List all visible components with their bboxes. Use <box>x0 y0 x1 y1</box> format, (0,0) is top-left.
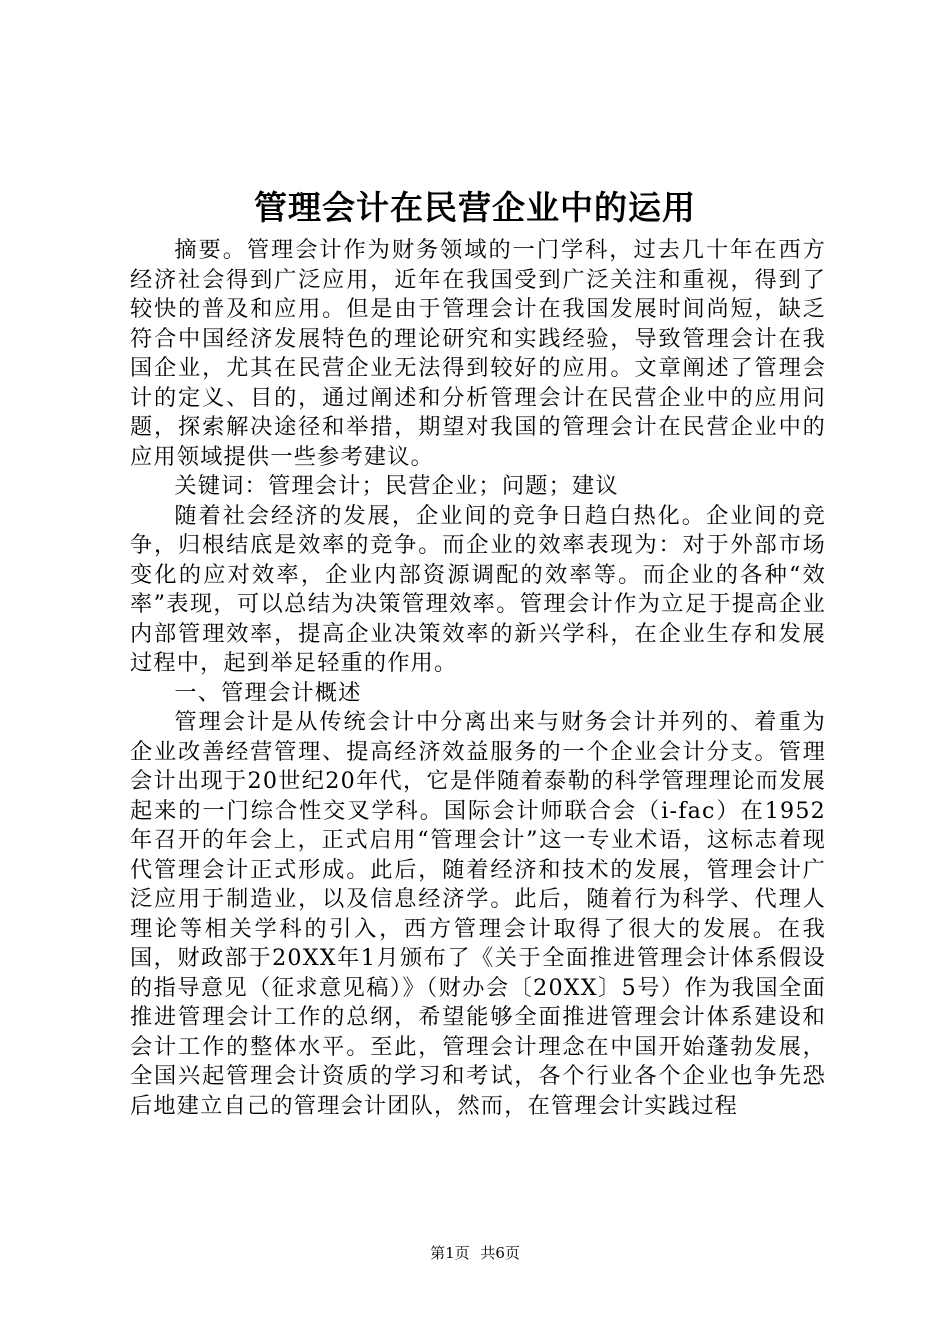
paragraph-overview: 管理会计是从传统会计中分离出来与财务会计并列的、着重为企业改善经营管理、提高经济效益服务的一个企业会计分支。管理会计出现于20世纪20年代，它是伴随着泰勒的科学管理理论而发展起来的一门综合性交叉学科。国际会计师联合会（i-fac）在1952年召开的年会上，正式启用“管理会计”这一专业术语，这标志着现代管理会计正式形成。此后，随着经济和技术的发展，管理会计广泛应用于制造业，以及信息经济学。此后，随着行为科学、代理人理论等相关学科的引入，西方管理会计取得了很大的发展。在我国，财政部于20XX年1月颁布了《关于全面推进管理会计体系假设的指导意见（征求意见稿）》（财办会〔20XX〕5号）作为我国全面推进管理会计工作的总纲，希望能够全面推进管理会计体系建设和会计工作的整体水平。至此，管理会计理念在中国开始蓬勃发展，全国兴起管理会计资质的学习和考试，各个行业各个企业也争先恐后地建立自己的管理会计团队，然而，在管理会计实践过程 <box>130 709 826 1119</box>
page-number: 第1页 <box>430 1244 470 1262</box>
page-footer <box>0 1243 950 1263</box>
paragraph-intro: 随着社会经济的发展，企业间的竞争日趋白热化。企业间的竞争，归根结底是效率的竞争。而企业的效率表现为：对于外部市场变化的应对效率，企业内部资源调配的效率等。而企业的各种“效率”表现，可以总结为决策管理效率。管理会计作为立足于提高企业内部管理效率，提高企业决策效率的新兴学科，在企业生存和发展过程中，起到举足轻重的作用。 <box>130 502 826 676</box>
section-heading-1: 一、管理会计概述 <box>174 679 362 706</box>
document-title: 管理会计在民营企业中的运用 <box>254 188 696 227</box>
paragraph-keywords: 关键词：管理会计；民营企业；问题；建议 <box>174 473 619 499</box>
page-total: 共6页 <box>480 1244 520 1262</box>
document-body <box>130 236 826 1121</box>
paragraph-abstract: 摘要。管理会计作为财务领域的一门学科，过去几十年在西方经济社会得到广泛应用，近年在我国受到广泛关注和重视，得到了较快的普及和应用。但是由于管理会计在我国发展时间尚短，缺乏符合中国经济发展特色的理论研究和实践经验，导致管理会计在我国企业，尤其在民营企业无法得到较好的应用。文章阐述了管理会计的定义、目的，通过阐述和分析管理会计在民营企业中的应用问题，探索解决途径和举措，期望对我国的管理会计在民营企业中的应用领域提供一些参考建议。 <box>130 237 826 470</box>
